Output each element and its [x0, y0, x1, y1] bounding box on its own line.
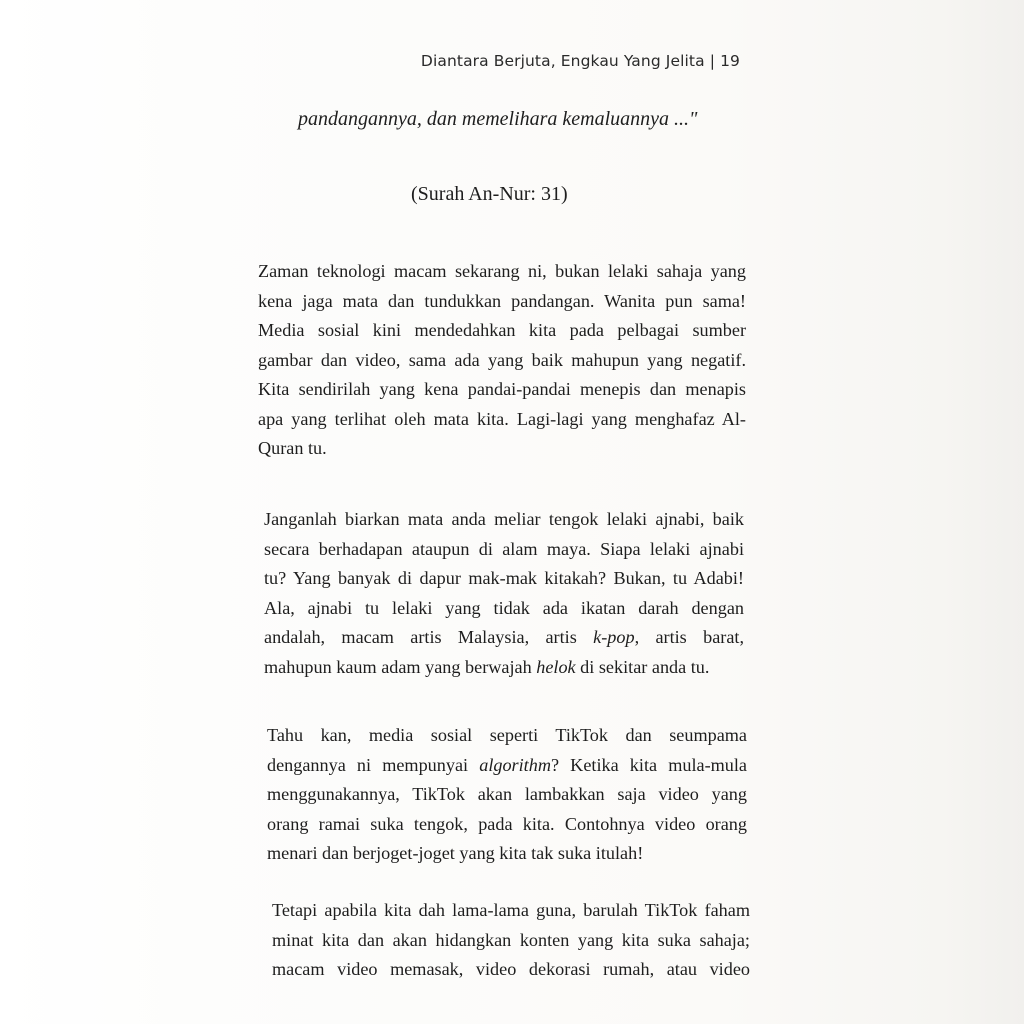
- paragraph-2: [264, 505, 744, 682]
- paragraph-line: Media sosial kini mendedahkan kita pada pelbagai sumber: [258, 320, 746, 340]
- paragraph-line: Zaman teknologi macam sekarang ni, bukan lelaki sahaja yang: [258, 261, 746, 281]
- paragraph-line: Tetapi apabila kita dah lama-lama guna, barulah TikTok faham: [272, 900, 750, 920]
- paragraph-line: Kita sendirilah yang kena pandai-pandai menepis dan menapis: [258, 379, 746, 399]
- italic-term: helok: [536, 656, 576, 677]
- line-text: dengannya ni mempunyai: [267, 754, 480, 775]
- paragraph-line: minat kita dan akan hidangkan konten yang kita suka sahaja;: [272, 929, 750, 950]
- line-text: di sekitar anda tu.: [575, 656, 710, 677]
- paragraph-line: apa yang terlihat oleh mata kita. Lagi-lagi yang menghafaz Al-: [258, 408, 746, 429]
- paragraph-line: orang ramai suka tengok, pada kita. Contohnya video orang: [267, 813, 747, 834]
- paragraph-line: secara berhadapan ataupun di alam maya. Siapa lelaki ajnabi: [264, 538, 744, 559]
- paragraph-4: [272, 896, 750, 985]
- paragraph-line: Tahu kan, media sosial seperti TikTok dan seumpama: [267, 725, 747, 745]
- line-text: mahupun kaum adam yang berwajah: [264, 656, 537, 677]
- paragraph-line: [264, 623, 744, 653]
- paragraph-line: macam video memasak, video dekorasi rumah, atau video: [272, 959, 750, 979]
- quote-ending: pandangannya, dan memelihara kemaluannya ...": [298, 108, 698, 130]
- paragraph-3: [267, 721, 747, 869]
- italic-term: algorithm: [479, 754, 551, 775]
- line-text: , artis barat,: [634, 627, 744, 647]
- running-header: Diantara Berjuta, Engkau Yang Jelita | 19: [420, 52, 740, 70]
- paragraph-line: Ala, ajnabi tu lelaki yang tidak ada ikatan darah dengan: [264, 597, 744, 618]
- paragraph-line: gambar dan video, sama ada yang baik mahupun yang negatif.: [258, 349, 746, 370]
- line-text: ? Ketika kita mula-mula: [550, 754, 747, 775]
- paragraph-1: [258, 257, 746, 464]
- line-text: andalah, macam artis Malaysia, artis: [264, 627, 594, 647]
- paragraph-line: tu? Yang banyak di dapur mak-mak kitakah? Bukan, tu Adabi!: [264, 568, 744, 588]
- paragraph-line: [267, 751, 747, 781]
- quote-citation: (Surah An-Nur: 31): [411, 183, 568, 205]
- paragraph-line: kena jaga mata dan tundukkan pandangan. Wanita pun sama!: [258, 290, 746, 311]
- paragraph-line: [264, 653, 744, 683]
- paragraph-line: Quran tu.: [258, 438, 327, 458]
- paragraph-line: Janganlah biarkan mata anda meliar tengok lelaki ajnabi, baik: [264, 509, 744, 529]
- italic-term: k-pop: [593, 627, 635, 647]
- paragraph-line: menggunakannya, TikTok akan lambakkan saja video yang: [267, 784, 747, 804]
- paragraph-line: menari dan berjoget-joget yang kita tak suka itulah!: [267, 843, 644, 863]
